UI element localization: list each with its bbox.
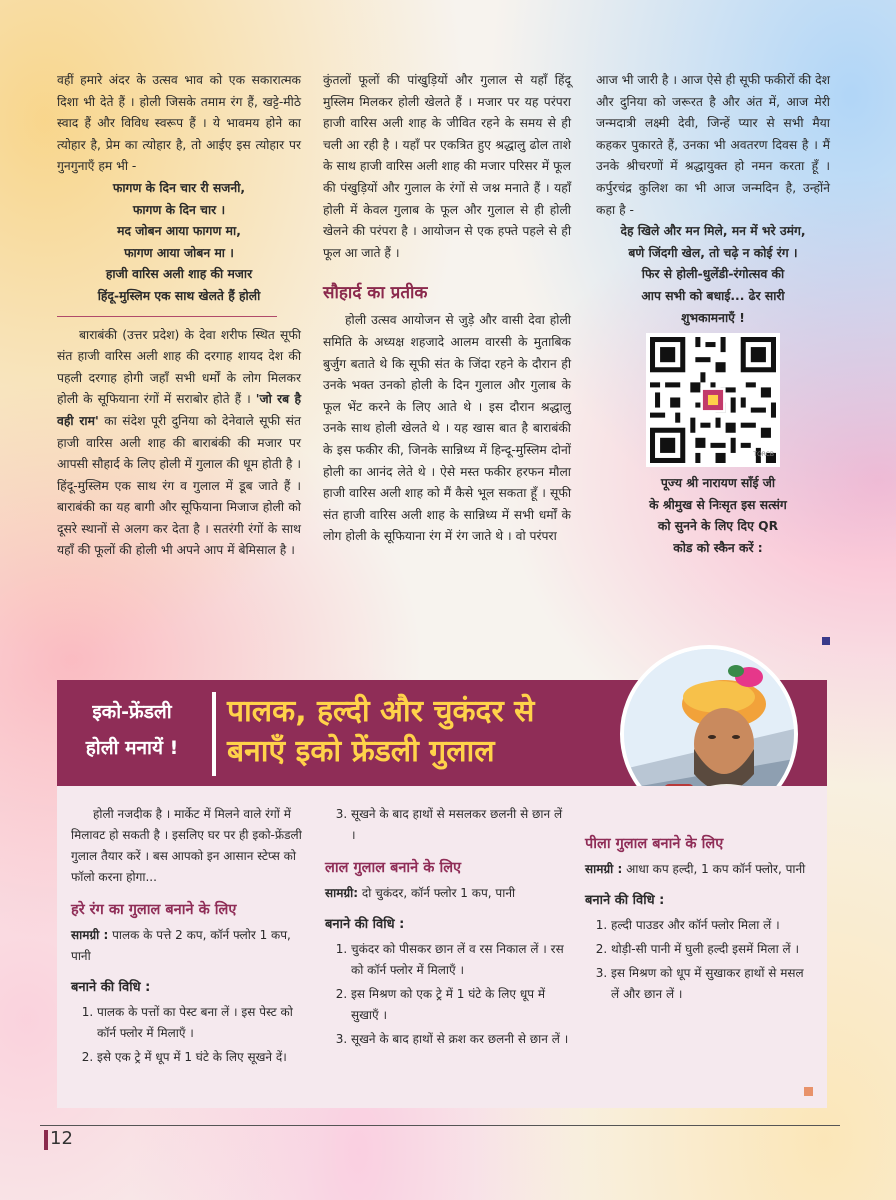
banner-title-line: पालक, हल्दी और चुकंदर से (227, 694, 535, 729)
qr-caption-line: पूज्य श्री नारायण साँई जी (660, 476, 776, 491)
qr-label: TQRCB (753, 450, 774, 458)
red-recipe-title: लाल गुलाल बनाने के लिए (325, 860, 462, 876)
divider (57, 316, 277, 317)
recipe-intro: होली नजदीक है । मार्केट में मिलने वाले रंगों में मिलावट हो सकती है । इसलिए घर पर ही इको-फ्रेंडली गुलाल तैयार करें । बस आपको इन आसान स्टेप्स को फॉलो करना होगा... (71, 807, 302, 884)
greeting-line: शुभकामनाएँ ! (681, 310, 745, 325)
red-steps (325, 939, 569, 1050)
section-heading: सौहार्द का प्रतीक (323, 283, 428, 304)
poem-line: फागण के दिन चार री सजनी, (112, 180, 246, 195)
list-item: 3. इस मिश्रण को धूप में सुखाकर हाथों से मसल लें और छान लें । (611, 963, 811, 1005)
decorative-square (822, 637, 830, 645)
recipe-column-2 (325, 804, 569, 1053)
recipe-box (57, 786, 827, 1108)
greeting-line: देह खिले और मन मिले, मन में भरे उमंग, (620, 224, 806, 239)
green-steps-continued (325, 804, 569, 846)
list-item: 1. हल्दी पाउडर और कॉर्न फ्लोर मिला लें । (611, 915, 811, 936)
subheading: हाजी वारिस अली शाह की मजार (105, 267, 253, 282)
page-number: 12 (50, 1128, 73, 1149)
green-steps (71, 1002, 311, 1068)
yellow-materials: सामग्री : आधा कप हल्दी, 1 कप कॉर्न फ्लोर, पानी (585, 862, 806, 876)
list-item: 2. इसे एक ट्रे में धूप में 1 घंटे के लिए सूखने दें। (97, 1047, 311, 1068)
column-2 (323, 70, 571, 548)
paragraph-text: बाराबंकी (उत्तर प्रदेश) के देवा शरीफ स्थित सूफी संत हाजी वारिस अली शाह की दरगाह शायद देश की पहली दरगाह होगी जहाँ सभी धर्मों के लोग मिलकर होली के सूफियाना रंगों में सराबोर होते हैं । (57, 327, 301, 407)
column-3 (596, 70, 830, 560)
paragraph: होली उत्सव आयोजन से जुड़े और वासी देवा होली समिति के अध्यक्ष शहजादे आलम वारसी के मुताबिक बुर्जुग बताते थे कि सूफी संत के जिंदा रहने के दौरान ही उनके भक्त उनको होली के दिन गुलाल और गुलाब के फूल भेंट करने के लिए आते थे । इस दौरान श्रद्धालु उनके साथ होली खेलते थे । यह खास बात है बाराबंकी के इस फकीर की, जिनके सान्निध्य में हिन्दू-मुस्लिम दोनों होली का आनंद लेते थे । ऐसे मस्त फकीर हरफन मौला हाजी वारिस अली शाह को मैं कैसे भूल सकता हूँ । सूफी संत हाजी वारिस अली शाह के सान्निध्य में सभी धर्मों के लोग होली के सूफियाना रंग में रंग जाते थे । वो परंपरा (323, 313, 571, 544)
list-item: 3. सूखने के बाद हाथों से क्रश कर छलनी से छान लें । (351, 1029, 569, 1050)
paragraph: आज भी जारी है । आज ऐसे ही सूफी फकीरों की देश और दुनिया को जरूरत है और अंत में, आज मेरी जन्मदात्री लक्ष्मी देवी, जिन्हें प्यार से सभी मैया कहकर पुकारते हैं, उनका भी अवतरण दिवस है । मैं उनके श्रीचरणों में श्रद्धायुक्त हो नमन करता हूँ । कर्पुरचंद्र कुलिश का भी आज जन्मदिन है, उन्होंने कहा है - (596, 73, 830, 217)
yellow-steps (585, 915, 811, 1005)
list-item: 1. पालक के पत्तों का पेस्ट बना लें । इस पेस्ट को कॉर्न फ्लोर में मिलाएँ । (97, 1002, 311, 1044)
qr-caption-line: के श्रीमुख से निःसृत इस सत्संग (649, 497, 787, 512)
subheading: हिंदू-मुस्लिम एक साथ खेलते हैं होली (97, 288, 261, 303)
paragraph: कुंतलों फूलों की पांखुड़ियों और गुलाल से यहाँ हिंदू मुस्लिम मिलकर होली खेलते हैं । मजार पर यह परंपरा हाजी वारिस अली शाह के जीवित रहने के समय से ही चली आ रही है । यहाँ पर एकत्रित हुए श्रद्धालु ढोल ताशे के साथ हाजी वारिस अली शाह की मजार परिसर में फूल की पंखुड़ियों और गुलाल के रंगों से जश्न मनाते हैं । यहाँ होली में केवल गुलाब के फूल और गुलाल से ही होली खेलने की परंपरा है । आयोजन से एक हफ्ते पहले से ही फूल आ जाते हैं । (323, 73, 571, 260)
qr-caption-line: कोड को स्कैन करें : (673, 540, 763, 555)
greeting-line: आप सभी को बधाई... ढेर सारी (641, 288, 785, 303)
poem-line: मद जोबन आया फागण मा, (117, 224, 241, 239)
list-item: 2. इस मिश्रण को एक ट्रे में 1 घंटे के लिए धूप में सुखाएँ । (351, 984, 569, 1026)
banner-divider (212, 692, 216, 776)
paragraph (57, 325, 301, 563)
footer-rule (40, 1125, 840, 1126)
list-item: 3. सूखने के बाद हाथों से मसलकर छलनी से छान लें । (351, 804, 569, 846)
green-recipe-title: हरे रंग का गुलाल बनाने के लिए (71, 902, 237, 918)
decorative-square (804, 1087, 813, 1096)
yellow-method-label: बनाने की विधि : (585, 893, 665, 908)
green-materials: सामग्री : पालक के पत्ते 2 कप, कॉर्न फ्लोर 1 कप, पानी (71, 928, 291, 963)
banner-tagline (57, 694, 207, 766)
list-item: 1. चुकंदर को पीसकर छान लें व रस निकाल लें । रस को कॉर्न फ्लोर में मिलाएँ । (351, 939, 569, 981)
greeting (596, 221, 830, 329)
banner-title (227, 692, 534, 772)
paragraph-text: का संदेश पूरी दुनिया को देनेवाले सूफी संत हाजी वारिस अली शाह की बाराबंकी की मजार पर आपसी सौहार्द के लिए होली में गुलाल की धूम होती है । हिंदू-मुस्लिम एक साथ रंग व गुलाल में डूब जाते हैं । बाराबंकी का यह बागी और सूफियाना मिजाज होली को दूसरे स्थानों से अलग कर देता है । सतरंगी रंगों के साथ यहाँ की फूलों की होली भी अपने आप में बेमिसाल है । (57, 413, 301, 558)
poem (57, 178, 301, 308)
banner-tagline-line: होली मनायें ! (85, 737, 179, 759)
quote: 'जो रब है वही राम' (57, 392, 301, 428)
yellow-recipe-title: पीला गुलाल बनाने के लिए (585, 836, 724, 852)
poem-line: फागण आया जोबन मा । (124, 245, 234, 260)
qr-code[interactable] (646, 333, 780, 467)
poem-line: फागण के दिन चार । (132, 202, 226, 217)
red-materials: सामग्री: दो चुकंदर, कॉर्न फ्लोर 1 कप, पानी (325, 886, 516, 900)
recipe-column-3 (585, 804, 811, 1008)
qr-caption-line: को सुनने के लिए दिए QR (657, 519, 779, 534)
column-1 (57, 70, 301, 562)
green-method-label: बनाने की विधि : (71, 980, 151, 995)
greeting-line: बणे जिंदगी खेल, तो चढ़े न कोई रंग । (628, 245, 798, 260)
qr-caption (606, 473, 830, 559)
list-item: 2. थोड़ी-सी पानी में घुली हल्दी इसमें मिला लें । (611, 939, 811, 960)
recipe-column-1 (71, 804, 311, 1071)
greeting-line: फिर से होली-धुलेंडी-रंगोत्सव की (641, 267, 785, 282)
red-method-label: बनाने की विधि : (325, 917, 405, 932)
banner-tagline-line: इको-फ्रेंडली (92, 701, 172, 723)
banner-title-line: बनाएँ इको फ्रेंडली गुलाल (227, 734, 495, 769)
paragraph: वहीं हमारे अंदर के उत्सव भाव को एक सकारात्मक दिशा भी देते हैं । होली जिसके तमाम रंग हैं, खट्टे-मीठे स्वाद हैं और विविध स्वरूप हैं । ये भावमय होने का त्योहार है, प्रेम का त्योहार है, तो आईए इस त्योहार पर गुनगुनाएँ हम भी - (57, 73, 301, 174)
